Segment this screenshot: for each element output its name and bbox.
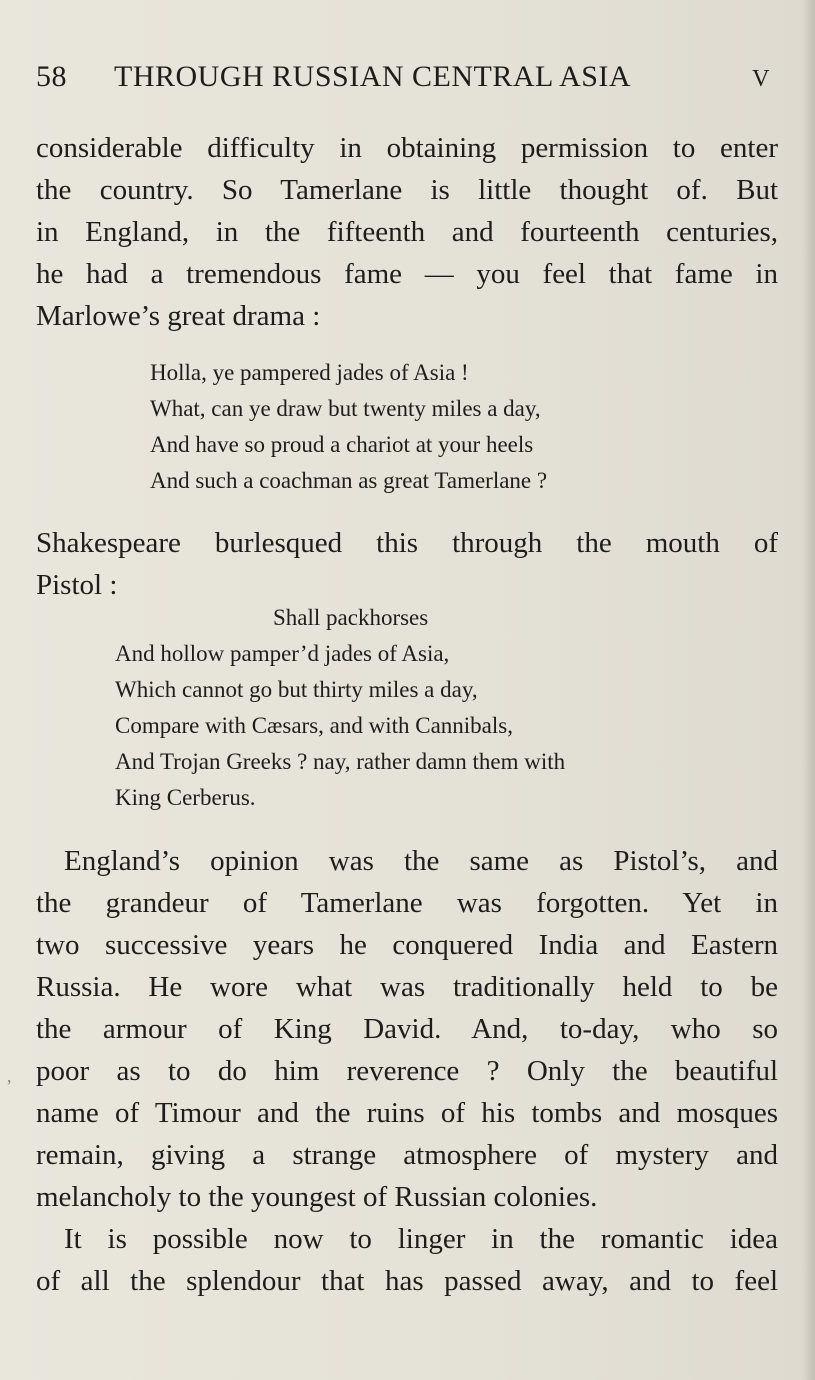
text-line: Pistol : bbox=[36, 569, 118, 601]
text-line: considerable difficulty in obtaining permission to enter bbox=[36, 132, 778, 164]
verse-line: And such a coachman as great Tamerlane ? bbox=[150, 468, 548, 493]
paragraph-1 bbox=[36, 127, 778, 337]
text-line: the country. So Tamerlane is little thought of. But bbox=[36, 174, 778, 206]
chapter-numeral: V bbox=[752, 66, 770, 92]
text-line: name of Timour and the ruins of his tombs and mosques bbox=[36, 1097, 778, 1129]
verse-line: Holla, ye pampered jades of Asia ! bbox=[150, 360, 469, 385]
verse-line: And Trojan Greeks ? nay, rather damn them with bbox=[115, 749, 566, 774]
verse-line: And have so proud a chariot at your heels bbox=[150, 432, 534, 457]
text-line: the grandeur of Tamerlane was forgotten. Yet in bbox=[36, 887, 778, 919]
text-line: in England, in the fifteenth and fourteenth centuries, bbox=[36, 216, 778, 248]
text-line: England’s opinion was the same as Pistol’s, and bbox=[64, 845, 778, 877]
text-line: melancholy to the youngest of Russian colonies. bbox=[36, 1181, 598, 1213]
verse-quote-shakespeare bbox=[115, 600, 565, 816]
paragraph-4 bbox=[36, 1218, 778, 1302]
verse-line: Shall packhorses bbox=[273, 605, 429, 630]
page-gutter-shadow bbox=[801, 0, 815, 1380]
verse-line: What, can ye draw but twenty miles a day, bbox=[150, 396, 541, 421]
paragraph-2 bbox=[36, 522, 778, 606]
page-number: 58 bbox=[36, 60, 67, 93]
text-line: Marlowe’s great drama : bbox=[36, 300, 321, 332]
text-line: Shakespeare burlesqued this through the mouth of bbox=[36, 527, 778, 559]
verse-quote-marlowe bbox=[150, 355, 547, 499]
text-line: remain, giving a strange atmosphere of mystery and bbox=[36, 1139, 778, 1171]
verse-line: Compare with Cæsars, and with Cannibals, bbox=[115, 713, 513, 738]
verse-line: And hollow pamper’d jades of Asia, bbox=[115, 641, 450, 666]
text-line: poor as to do him reverence ? Only the beautiful bbox=[36, 1055, 778, 1087]
text-line: the armour of King David. And, to-day, who so bbox=[36, 1013, 778, 1045]
verse-line: Which cannot go but thirty miles a day, bbox=[115, 677, 478, 702]
running-header bbox=[36, 60, 778, 100]
text-line: Russia. He wore what was traditionally held to be bbox=[36, 971, 778, 1003]
running-title: THROUGH RUSSIAN CENTRAL ASIA bbox=[114, 60, 632, 93]
text-line: It is possible now to linger in the romantic idea bbox=[64, 1223, 778, 1255]
text-line: two successive years he conquered India and Eastern bbox=[36, 929, 778, 961]
paragraph-3 bbox=[36, 840, 778, 1218]
margin-mark: , bbox=[7, 1066, 12, 1086]
text-line: of all the splendour that has passed away, and to feel bbox=[36, 1265, 778, 1297]
verse-line: King Cerberus. bbox=[115, 785, 256, 810]
text-line: he had a tremendous fame — you feel that fame in bbox=[36, 258, 778, 290]
